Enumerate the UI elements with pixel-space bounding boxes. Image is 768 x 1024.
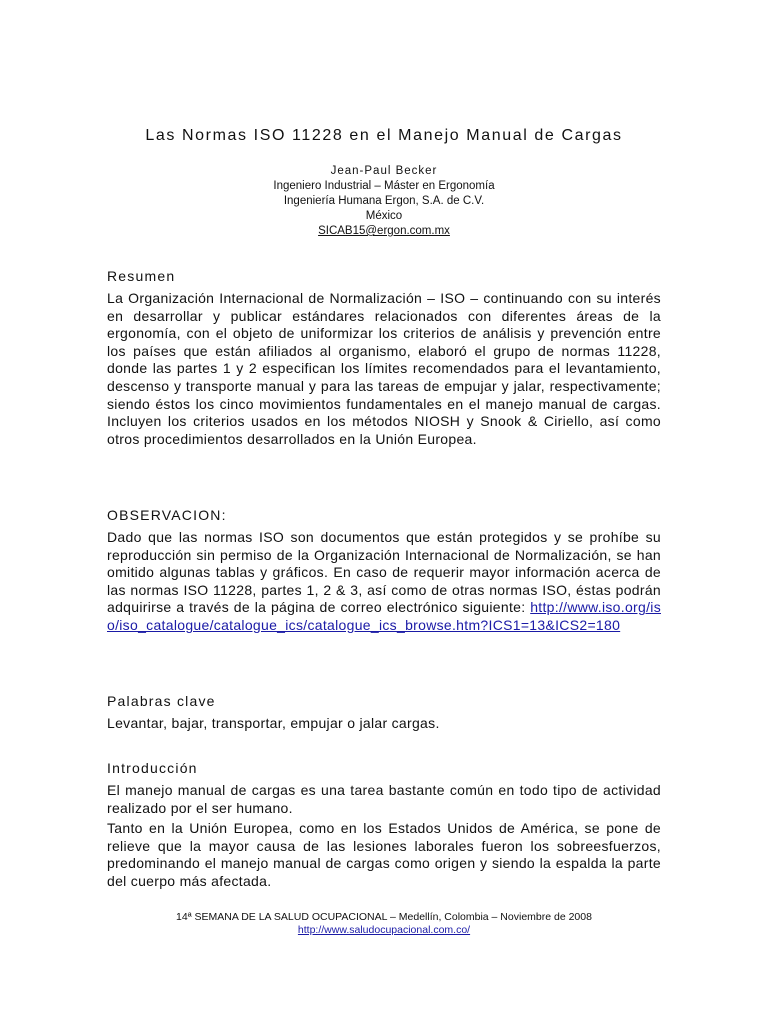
- palabras-clave-text: Levantar, bajar, transportar, empujar o jalar cargas.: [107, 715, 440, 731]
- page-footer: [0, 911, 768, 937]
- author-company: Ingeniería Humana Ergon, S.A. de C.V.: [283, 195, 485, 207]
- resumen-paragraph: La Organización Internacional de Normalización – ISO – continuando con su interés en desarrollar y publicar estándares relacionados con diferentes áreas de la ergonomía, con el objeto de uniformizar los criterios de análisis y prevención entre los países que están afiliados al organismo, elaboró el grupo de normas 11228, donde las partes 1 y 2 especifican los límites recomendados para el levantamiento, descenso y transporte manual y para las tareas de empujar y jalar, respectivamente; siendo éstos los cinco movimientos fundamentales en el manejo manual de cargas. Incluyen los criterios usados en los métodos NIOSH y Snook & Ciriello, así como otros procedimientos desarrollados en la Unión Europea.: [107, 290, 661, 447]
- introduccion-heading: Introducción: [107, 760, 198, 776]
- palabras-clave-heading: Palabras clave: [107, 693, 216, 709]
- author-country: México: [365, 210, 403, 222]
- author-email-link[interactable]: SICAB15@ergon.com.mx: [318, 225, 450, 237]
- document-title: Las Normas ISO 11228 en el Manejo Manual de Cargas: [145, 127, 623, 144]
- iso-catalogue-link[interactable]: http://www.iso.org/iso/iso_catalogue/catalogue_ics/catalogue_ics_browse.htm?ICS1=13&ICS2=180: [107, 599, 661, 633]
- observacion-text: Dado que las normas ISO son documentos que están protegidos y se prohíbe su reproducción sin permiso de la Organización Internacional de Normalización, se han omitido algunas tablas y gráficos. En caso de requerir mayor información acerca de las normas ISO 11228, partes 1, 2 & 3, así como de otras normas ISO, éstas podrán adquirirse a través de la página de correo electrónico siguiente:: [107, 529, 661, 616]
- author-role: Ingeniero Industrial – Máster en Ergonomía: [273, 180, 495, 192]
- observacion-heading: OBSERVACION:: [107, 507, 227, 523]
- observacion-paragraph: [107, 529, 661, 635]
- author-block: [0, 164, 768, 239]
- footer-url-link[interactable]: http://www.saludocupacional.com.co/: [297, 924, 471, 936]
- footer-event-text: 14ª SEMANA DE LA SALUD OCUPACIONAL – Medellín, Colombia – Noviembre de 2008: [176, 911, 592, 923]
- author-name: Jean-Paul Becker: [330, 165, 438, 177]
- resumen-heading: Resumen: [107, 268, 176, 284]
- introduccion-paragraph-2: Tanto en la Unión Europea, como en los Estados Unidos de América, se pone de relieve que la mayor causa de las lesiones laborales fueron los sobreesfuerzos, predominando el manejo manual de cargas como origen y siendo la espalda la parte del cuerpo más afectada.: [107, 820, 661, 889]
- introduccion-paragraph-1: El manejo manual de cargas es una tarea bastante común en todo tipo de actividad realizado por el ser humano.: [107, 782, 661, 816]
